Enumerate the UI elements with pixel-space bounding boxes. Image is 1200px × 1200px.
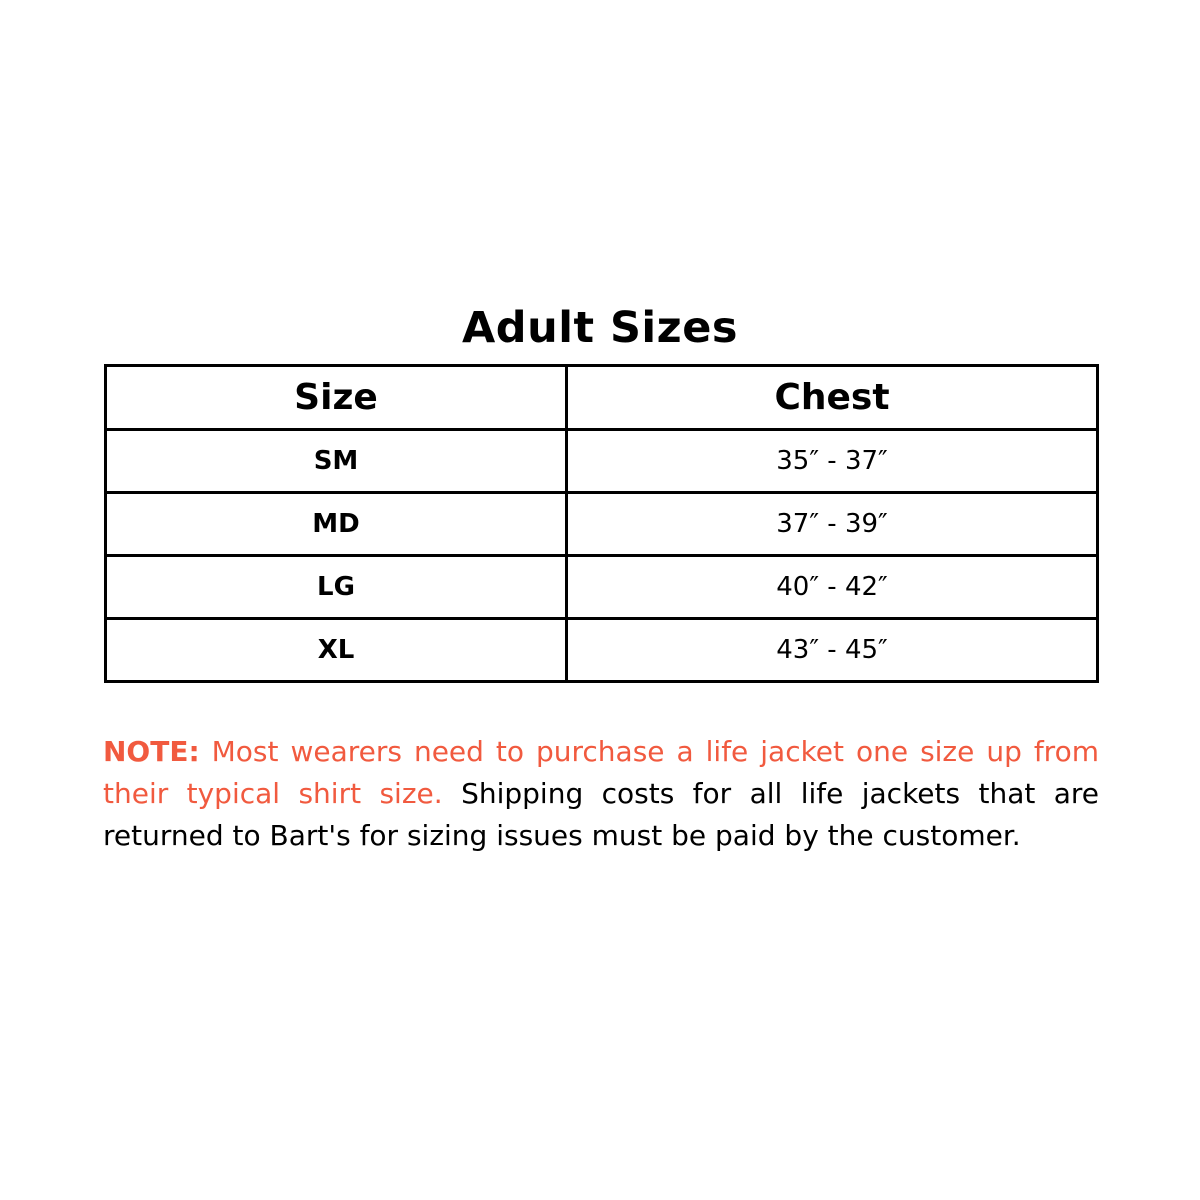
table-header-row (106, 366, 1098, 430)
chest-cell: 43″ - 45″ (567, 619, 1098, 682)
chest-cell: 35″ - 37″ (567, 430, 1098, 493)
table-row (106, 556, 1098, 619)
chest-cell: 37″ - 39″ (567, 493, 1098, 556)
chest-column-header: Chest (567, 366, 1098, 430)
size-column-header: Size (106, 366, 567, 430)
size-cell: XL (106, 619, 567, 682)
note-label: NOTE: (103, 735, 200, 768)
table-row (106, 430, 1098, 493)
size-cell: LG (106, 556, 567, 619)
page-title: Adult Sizes (462, 303, 738, 353)
size-cell: SM (106, 430, 567, 493)
chest-cell: 40″ - 42″ (567, 556, 1098, 619)
note-highlight: Most wearers need to purchase a life jacket one size up from their typical shirt size. (103, 735, 1099, 810)
table-row (106, 619, 1098, 682)
sizing-note (103, 731, 1099, 857)
table-row (106, 493, 1098, 556)
note-shipping-text: Shipping costs for all life jackets that are returned to Bart's for sizing issues must be paid by the customer. (103, 777, 1100, 852)
size-chart-table (104, 364, 1099, 683)
size-cell: MD (106, 493, 567, 556)
